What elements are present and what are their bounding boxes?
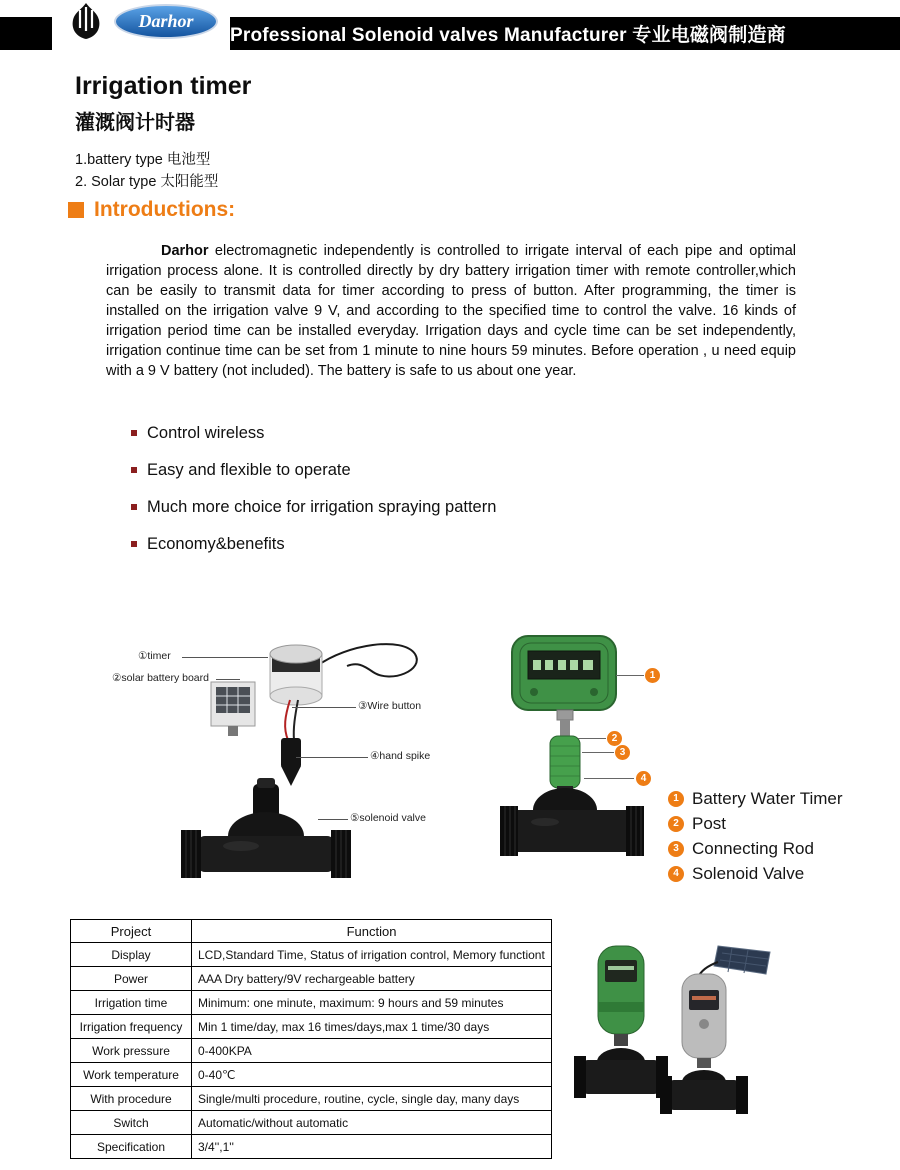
table-row	[71, 943, 552, 967]
spec-project-cell: Work temperature	[71, 1063, 192, 1087]
diagram-label-solar-board: ②solar battery board	[112, 672, 209, 684]
section-marker-icon	[68, 202, 84, 218]
spec-project-cell: Specification	[71, 1135, 192, 1159]
intro-paragraph-lead: Darhor	[161, 243, 209, 259]
table-row	[71, 1111, 552, 1135]
legend-item	[668, 865, 843, 882]
leader-line	[292, 707, 356, 708]
legend-item	[668, 840, 843, 857]
spec-function-cell: 0-40℃	[192, 1063, 552, 1087]
diagram-label-hand-spike: ④hand spike	[370, 750, 431, 762]
intro-paragraph-body: electromagnetic independently is controlled to irrigate interval of each pipe and optimal irrigation process alone. It is controlled directly by dry battery irrigation timer with remote controller,which can be easily to transmit data for timer according to press of button. After programming, the timer is installed on the irrigation valve 9 V, and according to the specified time to control the valve. 16 kinds of irrigation period time can be installed everyday. Irrigation days and cycle time can be set independently, irrigation continue time can be set from 1 minute to nine hours 59 minutes. Before operation , u need equip with a 9 V battery (not included). The battery is safe to us about one year.	[106, 243, 796, 379]
spec-table	[70, 919, 552, 1159]
bullet-icon	[131, 504, 137, 510]
feature-list	[131, 422, 496, 570]
feature-item	[131, 459, 496, 481]
spec-function-cell: Min 1 time/day, max 16 times/days,max 1 time/30 days	[192, 1015, 552, 1039]
diagram-marker-4: 4	[636, 771, 651, 786]
feature-label: Easy and flexible to operate	[147, 460, 351, 479]
spec-project-cell: Irrigation time	[71, 991, 192, 1015]
introductions-heading-text: Introductions:	[94, 198, 236, 221]
marker-line	[584, 778, 634, 779]
product-photos-illustration	[572, 940, 777, 1130]
darhor-logo-text: Darhor	[138, 11, 194, 31]
table-row	[71, 1063, 552, 1087]
darhor-logo	[114, 4, 218, 39]
product-type-battery: 1.battery type 电池型	[75, 152, 211, 168]
table-header-row	[71, 920, 552, 943]
diagram-marker-2: 2	[607, 731, 622, 746]
legend-number-icon: 3	[668, 841, 684, 857]
legend-number-icon: 2	[668, 816, 684, 832]
leader-line	[182, 657, 268, 658]
table-row	[71, 1015, 552, 1039]
header-title: Professional Solenoid valves Manufacturer 专业电磁阀制造商	[230, 25, 786, 46]
legend-label: Post	[692, 813, 727, 833]
spec-project-cell: With procedure	[71, 1087, 192, 1111]
diagram-label-solenoid-valve: ⑤solenoid valve	[350, 812, 426, 824]
table-row	[71, 1039, 552, 1063]
diagram-marker-1: 1	[645, 668, 660, 683]
col-header-function: Function	[192, 920, 552, 943]
diagram-marker-3: 3	[615, 745, 630, 760]
spec-function-cell: 3/4'',1''	[192, 1135, 552, 1159]
spec-project-cell: Irrigation frequency	[71, 1015, 192, 1039]
marker-line	[578, 738, 606, 739]
intro-paragraph	[106, 241, 796, 381]
legend-label: Connecting Rod	[692, 838, 814, 858]
diagram-label-timer: ①timer	[138, 650, 171, 662]
spec-function-cell: 0-400KPA	[192, 1039, 552, 1063]
table-row	[71, 967, 552, 991]
spec-project-cell: Power	[71, 967, 192, 991]
legend-number-icon: 1	[668, 791, 684, 807]
feature-item	[131, 496, 496, 518]
spec-project-cell: Display	[71, 943, 192, 967]
spec-function-cell: AAA Dry battery/9V rechargeable battery	[192, 967, 552, 991]
leader-line	[216, 679, 240, 680]
legend-number-icon: 4	[668, 866, 684, 882]
spec-function-cell: LCD,Standard Time, Status of irrigation control, Memory functiont	[192, 943, 552, 967]
spec-project-cell: Work pressure	[71, 1039, 192, 1063]
product-type-solar: 2. Solar type 太阳能型	[75, 174, 219, 190]
table-row	[71, 991, 552, 1015]
feature-label: Economy&benefits	[147, 534, 285, 553]
marker-line	[616, 675, 644, 676]
parts-legend	[668, 790, 843, 890]
spec-project-cell: Switch	[71, 1111, 192, 1135]
spec-function-cell: Automatic/without automatic	[192, 1111, 552, 1135]
feature-label: Much more choice for irrigation spraying pattern	[147, 497, 497, 516]
leader-line	[318, 819, 348, 820]
product-photos	[572, 940, 777, 1130]
feature-label: Control wireless	[147, 423, 265, 442]
page-title-chinese: 灌溉阀计时器	[75, 112, 195, 134]
introductions-heading	[68, 198, 235, 222]
feature-item	[131, 422, 496, 444]
bullet-icon	[131, 467, 137, 473]
col-header-project: Project	[71, 920, 192, 943]
leader-line	[296, 757, 368, 758]
table-row	[71, 1087, 552, 1111]
bullet-icon	[131, 430, 137, 436]
legend-item	[668, 790, 843, 807]
page-title: Irrigation timer	[75, 72, 252, 100]
legend-label: Solenoid Valve	[692, 863, 805, 883]
spec-function-cell: Minimum: one minute, maximum: 9 hours and 59 minutes	[192, 991, 552, 1015]
spec-function-cell: Single/multi procedure, routine, cycle, single day, many days	[192, 1087, 552, 1111]
marker-line	[582, 752, 614, 753]
legend-label: Battery Water Timer	[692, 788, 843, 808]
feature-item	[131, 533, 496, 555]
bullet-icon	[131, 541, 137, 547]
brand-emblem-icon	[66, 1, 106, 41]
legend-item	[668, 815, 843, 832]
diagram-label-wire-button: ③Wire button	[358, 700, 422, 712]
table-row	[71, 1135, 552, 1159]
